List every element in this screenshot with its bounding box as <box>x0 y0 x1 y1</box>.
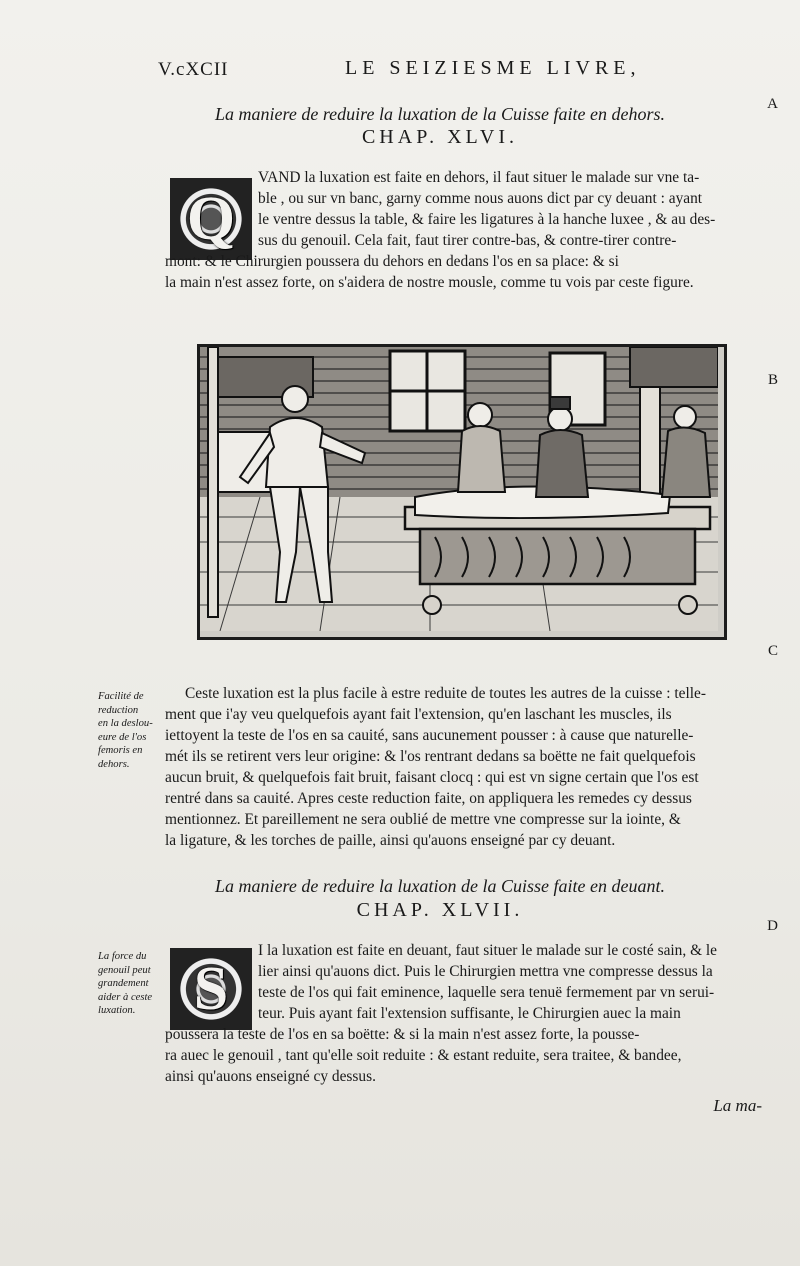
margin-letter-a: A <box>767 96 778 112</box>
marginal-line: luxation. <box>98 1005 136 1016</box>
marginal-line: Facilité de <box>98 691 144 702</box>
marginal-line: femoris en <box>98 745 143 756</box>
text-line: le ventre dessus la table, & faire les ligatures à la hanche luxee , & au des- <box>258 211 716 228</box>
chapter-46-title: La maniere de reduire la luxation de la Cuisse faite en dehors. <box>215 104 665 124</box>
marginal-note-1 <box>98 690 162 771</box>
marginal-line: genouil peut <box>98 964 151 976</box>
text-line: ment que i'ay veu quelquefois ayant fait l'extension, qu'en laschant les muscles, ils <box>165 706 672 723</box>
chapter-46-text <box>165 251 763 293</box>
margin-letter-d: D <box>767 918 778 934</box>
marginal-line: aider à ceste <box>98 991 153 1003</box>
text-line: mentionnez. Et pareillement ne sera oublié de mettre vne compresse sur la iointe, & <box>165 811 681 828</box>
text-line: sus du genouil. Cela fait, faut tirer contre-bas, & contre-tirer contre- <box>258 232 677 249</box>
marginal-line: en la deslou- <box>98 718 153 729</box>
dropcap-letter: S <box>193 954 229 1023</box>
chapter-47-number: CHAP. XLVII. <box>356 899 524 921</box>
text-line: teste de l'os qui fait eminence, laquelle sera tenuë fermement par vn serui- <box>258 984 715 1001</box>
chapter-46-text-indented <box>258 167 763 251</box>
folio-number: V.cXCII <box>158 59 229 80</box>
chapter-47-text <box>165 1024 763 1087</box>
text-line: Ceste luxation est la plus facile à estre reduite de toutes les autres de la cuisse : telle- <box>185 685 706 702</box>
text-line: ble , ou sur vn banc, garny comme nous auons dict par cy deuant : ayant <box>258 190 703 207</box>
dropcap-s <box>170 948 252 1030</box>
text-line: poussera la teste de l'os en sa boëtte: & si la main n'est assez forte, la pousse- <box>165 1026 640 1043</box>
text-line: ra auec le genouil , tant qu'elle soit reduite : & estant reduite, sera traitee, & bandee, <box>165 1047 682 1064</box>
text-line: rentré dans sa cauité. Apres ceste reduction faite, on appliquera les remedes cy dessus <box>165 790 692 807</box>
text-line: lier ainsi qu'auons dict. Puis le Chirurgien mettra vne compresse dessus la <box>258 963 713 980</box>
text-line: la ligature, & les torches de paille, ainsi qu'auons enseigné par cy deuant. <box>165 832 616 849</box>
chapter-46-number: CHAP. XLVI. <box>361 126 519 148</box>
text-line: teur. Puis ayant fait l'extension suffisante, le Chirurgien auec la main <box>258 1005 681 1022</box>
text-line: mont: & le Chirurgien poussera du dehors en dedans l'os en sa place: & si <box>165 253 619 270</box>
dropcap-q <box>170 178 252 260</box>
dropcap-letter: Q <box>186 184 236 253</box>
paragraph-reduction <box>165 683 763 851</box>
marginal-note-2 <box>98 950 162 1018</box>
marginal-line: La force du <box>98 951 147 962</box>
woodcut-drawing <box>200 347 718 631</box>
text-line: iettoyent la teste de l'os en sa cauité, sans aucunement pousser : à cause que naturelle- <box>165 727 694 744</box>
text-line: mét ils se retirent vers leur origine: & l'os rentrant dedans sa boëtte ne fait quelquefois <box>165 748 696 765</box>
marginal-line: dehors. <box>98 758 130 770</box>
page-header <box>150 55 650 85</box>
margin-letter-b: B <box>767 372 778 388</box>
margin-letter-c: C <box>767 643 778 659</box>
marginal-line: grandement <box>98 978 149 989</box>
chapter-47-title: La maniere de reduire la luxation de la Cuisse faite en deuant. <box>215 876 665 896</box>
woodcut-illustration <box>197 344 727 640</box>
catchword: La ma- <box>713 1096 762 1115</box>
marginal-line: eure de l'os <box>98 731 147 743</box>
running-title: LE SEIZIESME LIVRE, <box>345 57 641 79</box>
chapter-47-text-indented <box>258 940 763 1024</box>
text-line: VAND la luxation est faite en dehors, il faut situer le malade sur vne ta- <box>258 169 700 186</box>
text-line: ainsi qu'auons enseigné cy dessus. <box>165 1068 376 1085</box>
text-line: la main n'est assez forte, on s'aidera de nostre mousle, comme tu vois par ceste figure. <box>165 274 694 291</box>
text-line: aucun bruit, & quelquefois fait bruit, faisant clocq : qui est vn signe certain que l'os est <box>165 769 699 786</box>
marginal-line: reduction <box>98 704 139 716</box>
text-line: I la luxation est faite en deuant, faut situer le malade sur le costé sain, & le <box>258 942 717 959</box>
